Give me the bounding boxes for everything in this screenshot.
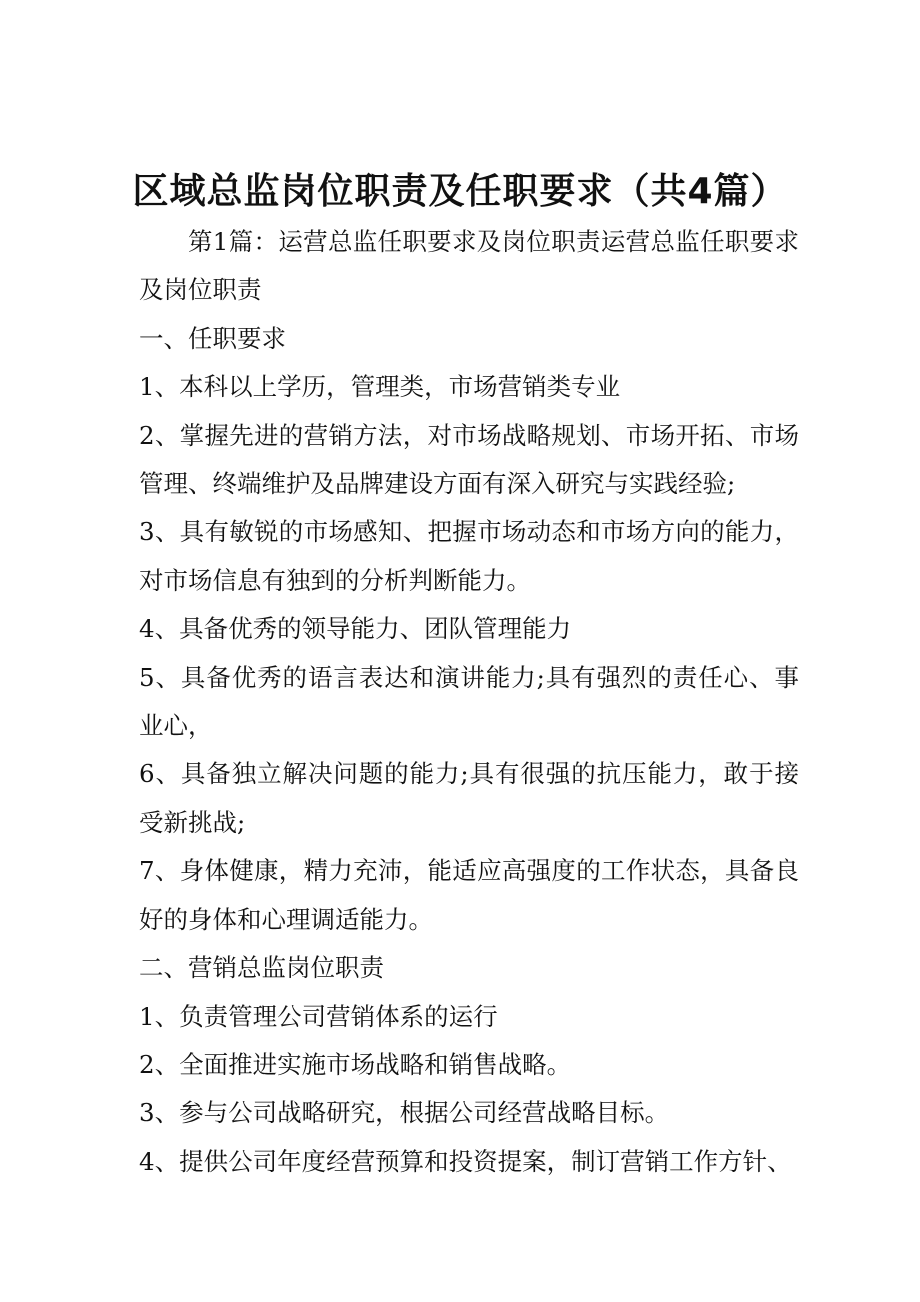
list-item: 1、负责管理公司营销体系的运行	[139, 1001, 498, 1031]
list-item: 3、参与公司战略研究，根据公司经营战略目标。	[139, 1098, 670, 1128]
document-title: 区域总监岗位职责及任职要求（共4篇）	[132, 171, 788, 213]
list-item: 4、提供公司年度经营预算和投资提案，制订营销工作方针、	[139, 1146, 792, 1176]
list-item: 4、具备优秀的领导能力、团队管理能力	[139, 614, 572, 644]
list-item: 5、具备优秀的语言表达和演讲能力;具有强烈的责任心、事业心，	[139, 662, 799, 741]
list-item: 7、身体健康，精力充沛，能适应高强度的工作状态，具备良好的身体和心理调适能力。	[139, 856, 799, 934]
list-item: 2、全面推进实施市场战略和销售战略。	[139, 1049, 572, 1079]
document-body	[139, 218, 799, 1186]
list-item: 1、本科以上学历，管理类，市场营销类专业	[139, 372, 621, 402]
list-item: 2、掌握先进的营销方法，对市场战略规划、市场开拓、市场管理、终端维护及品牌建设方面有深入研究与实践经验;	[139, 420, 799, 499]
section-heading-duties: 二、营销总监岗位职责	[139, 953, 384, 983]
list-item: 6、具备独立解决问题的能力;具有很强的抗压能力，敢于接受新挑战;	[139, 759, 799, 837]
paragraph-intro: 第1篇：运营总监任职要求及岗位职责运营总监任职要求及岗位职责	[139, 227, 799, 305]
list-item: 3、具有敏锐的市场感知、把握市场动态和市场方向的能力，对市场信息有独到的分析判断能力。	[139, 517, 799, 595]
section-heading-requirements: 一、任职要求	[139, 323, 286, 353]
